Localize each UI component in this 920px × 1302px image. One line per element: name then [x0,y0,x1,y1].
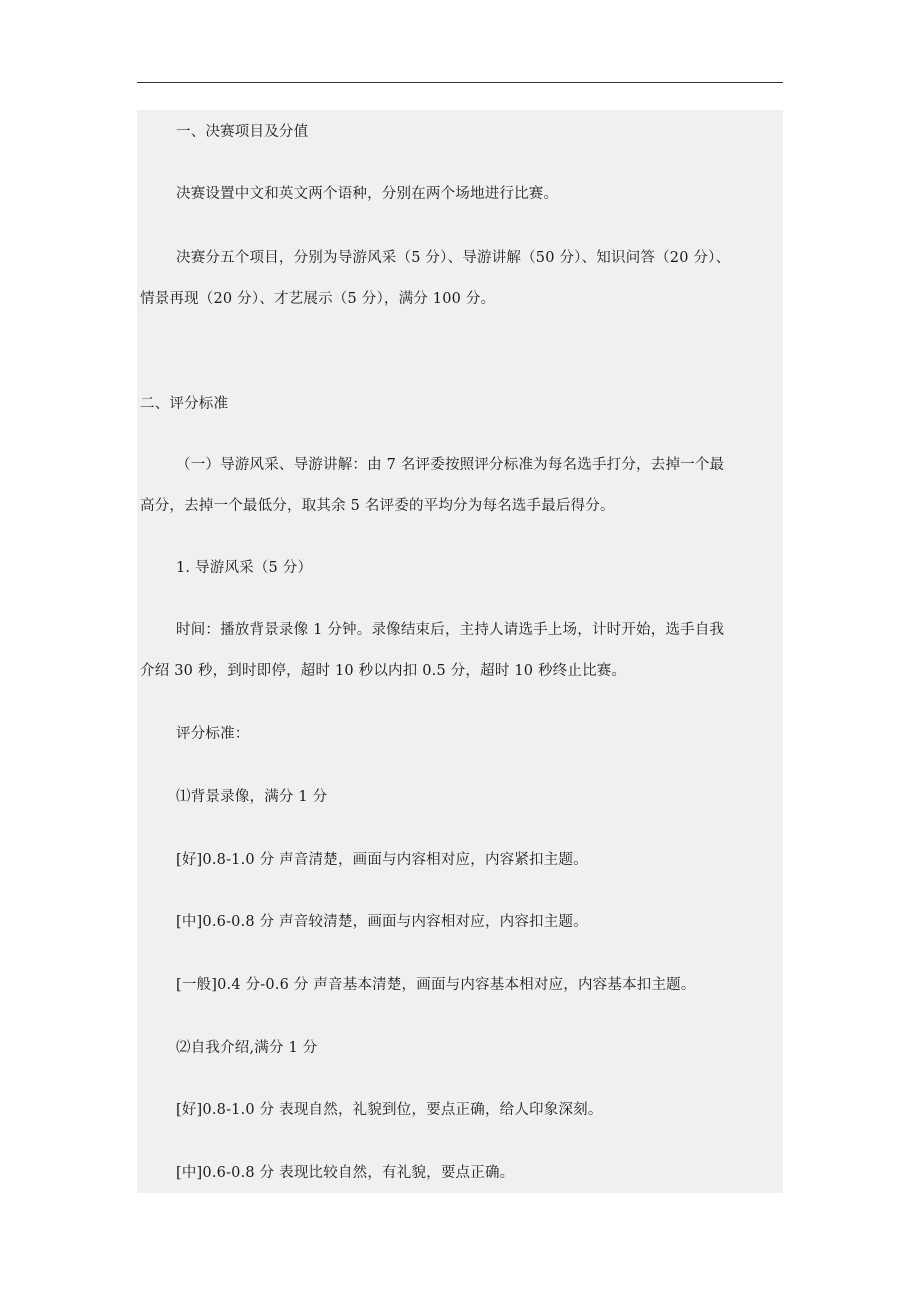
subheading-guide-style: 1. 导游风采（5 分） [176,560,313,576]
paragraph-items-line-2: 情景再现（20 分）、才艺展示（5 分），满分 100 分。 [140,291,496,307]
paragraph-items-line-1: 决赛分五个项目，分别为导游风采（5 分）、导游讲解（50 分）、知识问答（20 分）、 [176,250,731,266]
criterion-video-fair: [一般]0.4 分-0.6 分 声音基本清楚，画面与内容基本相对应，内容基本扣主题。 [176,977,696,993]
section-heading-finals: 一、决赛项目及分值 [176,124,309,140]
paragraph-time-line-1: 时间：播放背景录像 1 分钟。录像结束后，主持人请选手上场，计时开始，选手自我 [176,622,725,638]
criterion-intro-medium: [中]0.6-0.8 分 表现比较自然，有礼貌，要点正确。 [176,1165,515,1181]
paragraph-languages: 决赛设置中文和英文两个语种，分别在两个场地进行比赛。 [176,186,559,202]
section-heading-scoring: 二、评分标准 [140,396,229,412]
document-body [137,110,783,1193]
paragraph-judges-line-1: （一）导游风采、导游讲解：由 7 名评委按照评分标准为每名选手打分，去掉一个最 [176,457,725,473]
label-scoring-criteria: 评分标准： [176,726,250,742]
criterion-video-good: [好]0.8-1.0 分 声音清楚，画面与内容相对应，内容紧扣主题。 [176,852,588,868]
criterion-video-medium: [中]0.6-0.8 分 声音较清楚，画面与内容相对应，内容扣主题。 [176,914,588,930]
paragraph-time-line-2: 介绍 30 秒，到时即停，超时 10 秒以内扣 0.5 分，超时 10 秒终止比赛。 [140,663,627,679]
criterion-background-video: ⑴背景录像，满分 1 分 [176,789,328,805]
paragraph-judges-line-2: 高分，去掉一个最低分，取其余 5 名评委的平均分为每名选手最后得分。 [140,498,615,514]
criterion-self-intro: ⑵自我介绍,满分 1 分 [176,1040,318,1056]
criterion-intro-good: [好]0.8-1.0 分 表现自然，礼貌到位，要点正确，给人印象深刻。 [176,1102,603,1118]
header-rule [137,82,783,83]
